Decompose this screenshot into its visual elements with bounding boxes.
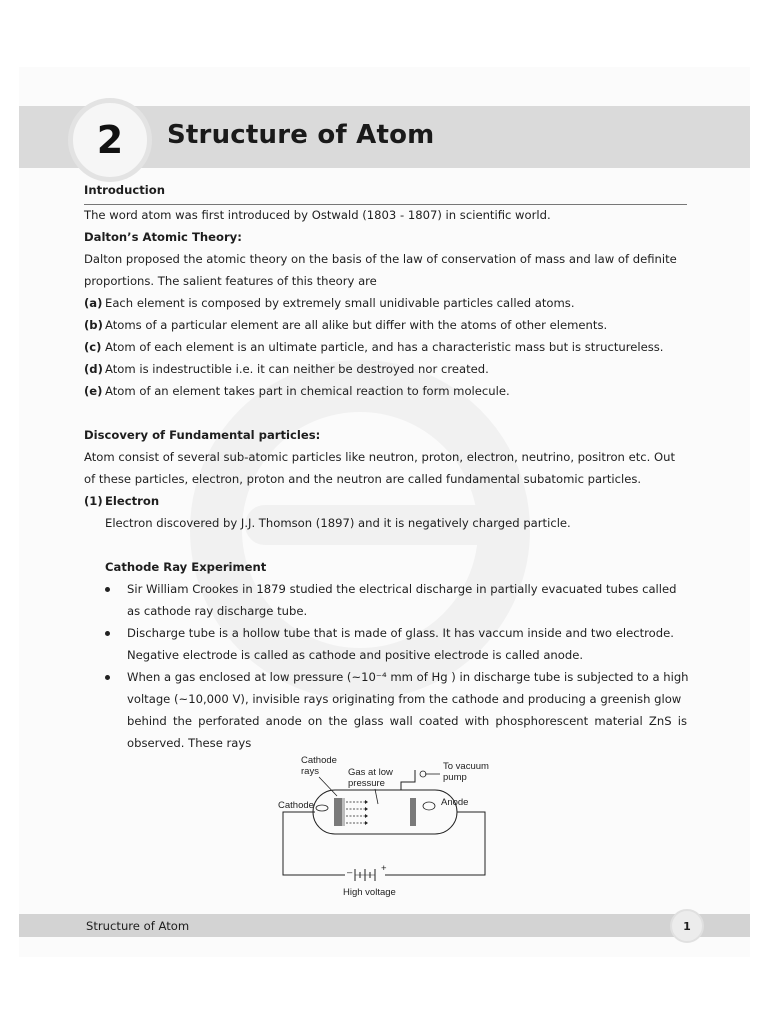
label-gas-1: Gas at low bbox=[348, 767, 393, 778]
circuit-wire bbox=[385, 812, 485, 875]
pointer-line bbox=[319, 777, 337, 796]
cathode-sign bbox=[316, 805, 328, 811]
intro-text: The word atom was first introduced by Ostwald (1803 - 1807) in scientific world. bbox=[84, 208, 551, 222]
cathode-bullet-2-line-2: Negative electrode is called as cathode and positive electrode is called anode. bbox=[127, 648, 584, 662]
label-plus: + bbox=[381, 863, 387, 874]
cathode-bullet-2-line-1: Discharge tube is a hollow tube that is made of glass. It has vaccum inside and two electrode. bbox=[127, 626, 674, 640]
discovery-line-2: of these particles, electron, proton and the neutron are called fundamental subatomic particles. bbox=[84, 472, 642, 486]
electron-text: Electron discovered by J.J. Thomson (1897) and it is negatively charged particle. bbox=[105, 516, 571, 530]
intro-rule bbox=[84, 204, 687, 205]
dalton-heading: Dalton’s Atomic Theory: bbox=[84, 230, 242, 244]
bullet-dot bbox=[105, 587, 110, 592]
label-high-voltage: High voltage bbox=[343, 887, 396, 898]
chapter-number: 2 bbox=[68, 98, 152, 182]
pump-pipe bbox=[401, 770, 415, 790]
ray-arrow-head bbox=[365, 814, 368, 818]
cathode-bullet-3-line-4: observed. These rays bbox=[127, 736, 252, 750]
cathode-ray-tube-diagram bbox=[275, 752, 510, 902]
footer-title: Structure of Atom bbox=[86, 919, 190, 933]
label-gas-2: pressure bbox=[348, 778, 385, 789]
cathode-bullet-3-line-3: behind the perforated anode on the glass wall coated with phosphorescent material ZnS is bbox=[127, 714, 687, 728]
bullet-dot bbox=[105, 675, 110, 680]
label-anode: Anode bbox=[441, 797, 469, 808]
dalton-line-2: proportions. The salient features of this theory are bbox=[84, 274, 377, 288]
dalton-item-label: (b) bbox=[84, 318, 103, 332]
cathode-plate-edge bbox=[342, 798, 345, 826]
dalton-line-1: Dalton proposed the atomic theory on the basis of the law of conservation of mass and law of definite bbox=[84, 252, 677, 266]
label-cathode-rays-1: Cathode bbox=[301, 755, 337, 766]
ray-arrow-head bbox=[365, 821, 368, 825]
electron-number: (1) bbox=[84, 494, 103, 508]
dalton-item-text: Atom of each element is an ultimate particle, and has a characteristic mass but is structureless. bbox=[105, 340, 664, 354]
dalton-item-text: Atom is indestructible i.e. it can neither be destroyed nor created. bbox=[105, 362, 489, 376]
anode-plate bbox=[410, 798, 416, 826]
cathode-heading: Cathode Ray Experiment bbox=[105, 560, 267, 574]
cathode-bullet-1-line-1: Sir William Crookes in 1879 studied the electrical discharge in partially evacuated tubes called bbox=[127, 582, 677, 596]
cathode-bullet-3-line-1: When a gas enclosed at low pressure (~10⁻⁴ mm of Hg ) in discharge tube is subjected to a high bbox=[127, 670, 689, 684]
dalton-item-label: (a) bbox=[84, 296, 103, 310]
dalton-item-text: Atom of an element takes part in chemical reaction to form molecule. bbox=[105, 384, 510, 398]
pointer-line bbox=[375, 789, 378, 804]
cathode-bullet-1-line-2: as cathode ray discharge tube. bbox=[127, 604, 308, 618]
cathode-plate bbox=[334, 798, 342, 826]
label-vacuum-1: To vacuum bbox=[443, 761, 489, 772]
page-number: 1 bbox=[670, 909, 704, 943]
dalton-item-label: (c) bbox=[84, 340, 102, 354]
intro-heading: Introduction bbox=[84, 183, 165, 197]
label-minus: – bbox=[347, 867, 353, 878]
ray-arrow-head bbox=[365, 800, 368, 804]
dalton-item-text: Atoms of a particular element are all alike but differ with the atoms of other elements. bbox=[105, 318, 608, 332]
dalton-item-label: (e) bbox=[84, 384, 103, 398]
cathode-bullet-3-line-2: voltage (~10,000 V), invisible rays originating from the cathode and producing a greenish glow bbox=[127, 692, 682, 706]
electron-heading: Electron bbox=[105, 494, 160, 508]
anode-sign bbox=[423, 802, 435, 810]
discovery-line-1: Atom consist of several sub-atomic particles like neutron, proton, electron, neutrino, positron etc. Out bbox=[84, 450, 676, 464]
label-vacuum-2: pump bbox=[443, 772, 467, 783]
dalton-item-label: (d) bbox=[84, 362, 103, 376]
chapter-title: Structure of Atom bbox=[167, 120, 435, 150]
label-cathode: Cathode bbox=[278, 800, 314, 811]
bullet-dot bbox=[105, 631, 110, 636]
dalton-item-text: Each element is composed by extremely small unidivable particles called atoms. bbox=[105, 296, 575, 310]
ray-arrow-head bbox=[365, 807, 368, 811]
discovery-heading: Discovery of Fundamental particles: bbox=[84, 428, 321, 442]
label-cathode-rays-2: rays bbox=[301, 766, 319, 777]
